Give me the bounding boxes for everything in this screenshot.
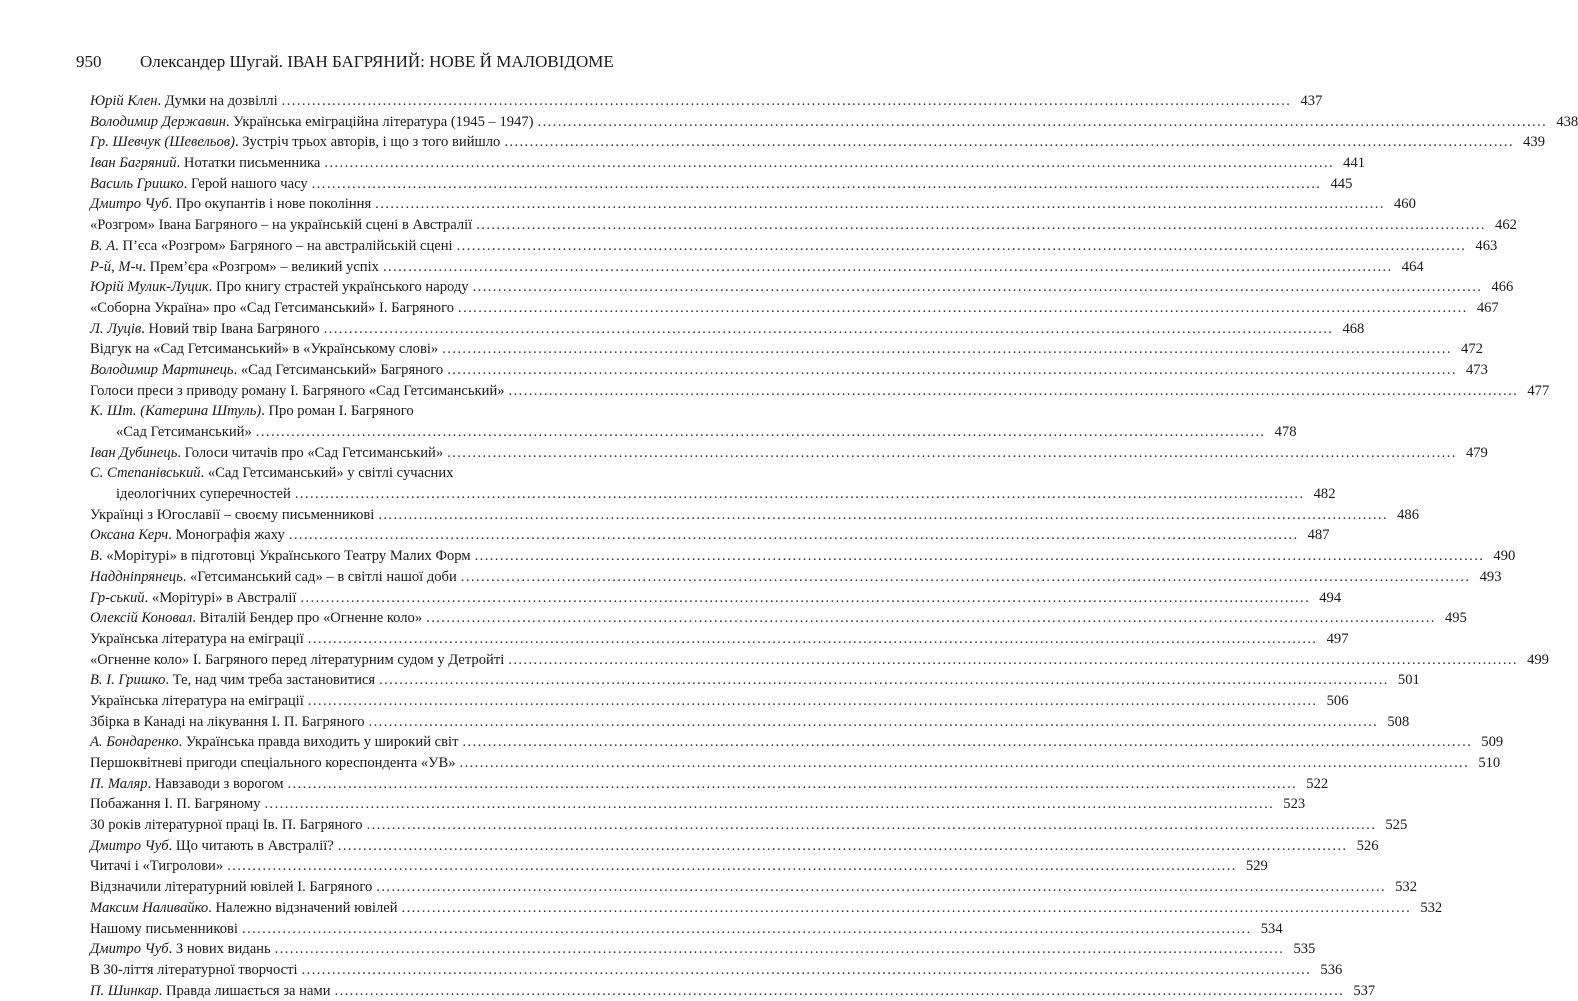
toc-entry [90,629,1349,650]
toc-entry-title: Відзначили літературний ювілей І. Багряного [90,879,373,896]
toc-entry-page: 460 [1393,196,1416,213]
toc-entry-text [90,277,469,298]
toc-entry-separator: . [261,403,269,420]
toc-entry [90,753,1501,774]
dot-leader: ........................................................................................................................................................................................................ [442,341,1452,358]
toc-entry-page: 494 [1319,589,1342,606]
toc-entry-title: 30 років літературної праці Ів. П. Багряного [90,817,363,834]
toc-entry-title: «Розгром» Івана Багряного – на українській сцені в Австралії [90,217,473,234]
toc-entry-text [90,174,308,195]
toc-entry [90,174,1353,195]
dot-leader: ........................................................................................................................................................................................................ [294,486,1305,503]
toc-entry-author: А. Бондаренко [90,734,179,751]
toc-entry-page: 509 [1481,734,1504,751]
toc-entry-title: ідеологічних суперечностей [116,486,291,503]
dot-leader: ........................................................................................................................................................................................................ [227,858,1237,875]
toc-entry-title: Побажання І. П. Багряному [90,796,261,813]
table-of-contents [90,91,1578,1001]
toc-entry-title: «Сад Гетсиманський» у світлі сучасних [207,465,454,482]
toc-entry-author: Іван Багряний [90,155,177,172]
toc-entry-text [90,236,453,257]
toc-entry [90,981,1376,1001]
toc-entry-title: Герой нашого часу [191,175,308,192]
toc-entry-separator: . [176,155,184,172]
toc-entry [90,939,1316,960]
toc-entry-text [90,401,414,422]
dot-leader: ........................................................................................................................................................................................................ [334,982,1345,999]
toc-entry [90,381,1550,402]
toc-entry-page: 536 [1320,961,1343,978]
dot-leader: ........................................................................................................................................................................................................ [375,196,1385,213]
toc-entry-page: 479 [1465,444,1488,461]
toc-entry-page: 535 [1293,941,1316,958]
toc-entry [90,670,1420,691]
toc-entry-text [90,939,271,960]
toc-entry [90,112,1578,133]
toc-entry-text [90,298,454,319]
toc-entry [90,712,1410,733]
toc-entry-separator: . [178,734,186,751]
toc-entry-title: Монографія жаху [175,527,285,544]
toc-entry-author: Василь Гришко [90,175,184,192]
toc-entry-title: Думки на дозвіллі [164,93,278,109]
toc-entry-page: 522 [1306,775,1329,792]
toc-entry-text [90,360,443,381]
toc-entry-separator: . [158,982,166,999]
dot-leader: ........................................................................................................................................................................................................ [447,361,1457,378]
toc-entry [90,298,1499,319]
toc-entry-text [90,919,238,940]
toc-entry-separator: . [115,237,123,254]
toc-entry-author: Дмитро Чуб [90,196,169,213]
toc-entry-page: 473 [1466,361,1488,378]
toc-entry-page: 464 [1401,258,1424,275]
toc-entry [90,588,1342,609]
toc-entry-separator: . [157,93,165,109]
toc-entry-page: 490 [1493,548,1516,565]
toc-entry-separator: . [200,465,208,482]
toc-entry-page: 534 [1260,920,1283,937]
toc-entry-author: Оксана Керч [90,527,169,544]
dot-leader: ........................................................................................................................................................................................................ [301,961,1312,978]
toc-entry-author: Дмитро Чуб [90,941,169,958]
toc-entry [90,794,1306,815]
running-title: Олександер Шугай. ІВАН БАГРЯНИЙ: НОВЕ Й МАЛОВІДОМЕ [140,52,614,71]
dot-leader: ........................................................................................................................................................................................................ [460,568,1471,585]
toc-entry-author: Наддніпрянець [90,568,183,585]
toc-entry-title: Новий твір Івана Багряного [148,320,320,337]
toc-entry-text [90,794,261,815]
toc-entry-title: «Сад Гетсиманський» [116,424,252,440]
toc-entry-text [90,91,278,112]
toc-entry-author: К. Шт. (Катерина Штуль) [90,403,262,420]
toc-entry [90,215,1517,236]
toc-entry-page: 532 [1395,879,1417,896]
toc-entry [90,919,1283,940]
toc-entry-title: Про книгу страстей українського народу [216,279,469,296]
dot-leader: ........................................................................................................................................................................................................ [274,941,1285,958]
toc-entry-text [90,484,291,505]
toc-entry-title: «Соборна Україна» про «Сад Гетсиманський» І. Багряного [90,299,455,316]
toc-entry-separator: . [177,444,185,461]
toc-entry-author: П. Шинкар [90,982,159,999]
toc-entry-text [90,650,504,671]
dot-leader: ........................................................................................................................................................................................................ [426,610,1436,627]
dot-leader: ........................................................................................................................................................................................................ [508,382,1519,399]
toc-entry-title: Віталій Бендер про «Огненне коло» [199,610,423,627]
toc-entry-text [90,691,304,712]
toc-entry [90,339,1483,360]
dot-leader: ........................................................................................................................................................................................................ [241,920,1252,937]
toc-entry [90,608,1467,629]
toc-entry-text [90,546,471,567]
toc-entry-text [90,877,372,898]
dot-leader: ........................................................................................................................................................................................................ [324,155,1335,172]
toc-entry-title: Відгук на «Сад Гетсиманський» в «Українському слові» [90,341,439,358]
toc-entry-author: Володимир Мартинець [90,361,234,378]
toc-entry-separator: . [182,568,191,585]
toc-entry-title: Належно відзначений ювілей [215,899,398,916]
toc-entry-page: 499 [1527,651,1549,668]
toc-entry-title: Навзаводи з ворогом [154,775,284,792]
toc-entry [90,360,1488,381]
toc-entry-separator: . [147,775,155,792]
dot-leader: ........................................................................................................................................................................................................ [307,630,1318,647]
toc-entry-separator: . [98,548,107,565]
toc-entry [90,691,1349,712]
dot-leader: ........................................................................................................................................................................................................ [508,651,1518,668]
toc-entry-page: 478 [1274,424,1297,440]
toc-entry-title: Нашому письменникові [90,920,238,937]
toc-entry [90,856,1268,877]
dot-leader: ........................................................................................................................................................................................................ [288,527,1299,544]
toc-entry [90,525,1330,546]
dot-leader: ........................................................................................................................................................................................................ [378,506,1389,523]
toc-entry-text [90,525,285,546]
toc-entry-author: Володимир Державин [90,113,226,130]
toc-entry-separator: . [168,941,176,958]
toc-entry [90,257,1424,278]
toc-entry [90,132,1546,153]
toc-entry-page: 510 [1478,755,1501,771]
toc-entry-page: 439 [1523,134,1546,151]
dot-leader: ........................................................................................................................................................................................................ [458,299,1468,316]
toc-entry-title: Українська правда виходить у широкий світ [185,734,459,751]
toc-entry-text [90,505,374,526]
toc-entry-author: Р-й, М-ч [90,258,143,275]
dot-leader: ........................................................................................................................................................................................................ [382,258,1393,275]
toc-entry-text [90,856,223,877]
dot-leader: ........................................................................................................................................................................................................ [337,837,1348,854]
toc-entry-page: 466 [1491,279,1514,296]
toc-entry-title: Прем’єра «Розгром» – великий успіх [149,258,379,275]
toc-entry [90,236,1498,257]
toc-entry-title: З нових видань [175,941,271,958]
toc-entry-text [90,194,371,215]
toc-entry-author: В. А [90,237,116,254]
toc-entry-title: Українська література на еміграції [90,692,304,709]
dot-leader: ........................................................................................................................................................................................................ [447,444,1457,461]
dot-leader: ........................................................................................................................................................................................................ [474,548,1485,565]
toc-entry-page: 477 [1527,382,1550,399]
toc-entry [90,567,1502,588]
toc-entry-author: Л. Луців [90,320,142,337]
toc-entry-text [90,112,534,133]
toc-entry-separator: . [168,196,176,213]
toc-entry-title: Нотатки письменника [183,155,321,172]
toc-entry-author: Юрій Мулик-Луцик [90,279,209,296]
toc-entry-author: П. Маляр [90,775,148,792]
toc-entry-text [90,712,365,733]
toc-entry-author: Гр-ський [90,589,145,606]
toc-entry [90,836,1379,857]
toc-entry-title: Те, над чим треба застановитися [172,672,376,689]
toc-entry-text [90,339,438,360]
toc-entry-title: Про окупантів і нове покоління [175,196,372,213]
toc-entry-text [90,443,443,464]
toc-entry [90,960,1343,981]
dot-leader: ........................................................................................................................................................................................................ [311,175,1322,192]
toc-entry-page: 497 [1326,630,1349,647]
toc-entry-title: Зустріч трьох авторів, і що з того вийшло [242,134,501,151]
toc-entry-page: 537 [1353,982,1376,999]
toc-entry-page: 506 [1326,692,1349,709]
toc-entry-separator: . [165,672,173,689]
toc-entry-page: 463 [1475,237,1498,254]
toc-entry-separator: . [233,361,241,378]
toc-entry-text [90,898,398,919]
dot-leader: ........................................................................................................................................................................................................ [476,217,1486,234]
toc-entry [90,898,1443,919]
toc-entry [90,546,1516,567]
toc-entry [90,815,1408,836]
toc-entry-page: 445 [1330,175,1353,192]
toc-entry [90,650,1549,671]
toc-entry-title: Українці з Югославії – своєму письменникові [90,506,375,523]
toc-entry [90,463,622,484]
dot-leader: ........................................................................................................................................................................................................ [368,713,1379,730]
toc-entry [90,505,1420,526]
toc-entry-page: 472 [1461,341,1483,358]
toc-entry-title: Що читають в Австралії? [175,837,334,854]
toc-entry-text [90,670,375,691]
toc-entry [90,401,622,422]
dot-leader: ........................................................................................................................................................................................................ [537,113,1548,130]
toc-entry [90,443,1488,464]
toc-entry-title: «Морітурі» в Австралії [151,589,297,606]
toc-entry-text [90,960,298,981]
dot-leader: ........................................................................................................................................................................................................ [376,879,1386,896]
toc-entry-title: Українська література на еміграції [90,630,304,647]
toc-entry-author: В [90,548,99,565]
dot-leader: ........................................................................................................................................................................................................ [366,817,1377,834]
toc-entry-separator: . [183,175,192,192]
toc-entry-separator: . [142,258,150,275]
toc-entry-page: 526 [1356,837,1379,854]
toc-entry-page: 438 [1556,113,1578,130]
toc-entry-separator: . [208,899,216,916]
running-header [76,52,676,74]
toc-entry-separator: . [234,134,243,151]
toc-entry-page: 467 [1476,299,1499,316]
toc-entry-text [90,257,379,278]
toc-entry-separator: . [144,589,152,606]
toc-entry-text [90,981,331,1001]
toc-entry-title: Збірка в Канаді на лікування І. П. Багряного [90,713,365,730]
dot-leader: ........................................................................................................................................................................................................ [300,589,1311,606]
toc-entry-separator: . [225,113,234,130]
toc-entry-page: 468 [1342,320,1365,337]
toc-entry-author: С. Степанівський [90,465,201,482]
toc-entry-text [90,215,472,236]
dot-leader: ........................................................................................................................................................................................................ [281,93,1292,109]
toc-entry-page: 529 [1245,858,1268,875]
toc-entry-title: Про роман І. Багряного [268,403,414,420]
toc-entry-separator: . [168,527,176,544]
dot-leader: ........................................................................................................................................................................................................ [459,755,1470,771]
toc-entry-title: «Морітурі» в підготовці Українського Театру Малих Форм [106,548,471,565]
toc-entry-text [90,753,456,774]
toc-entry-separator: . [168,837,176,854]
toc-entry-text [90,153,320,174]
toc-entry [90,732,1504,753]
toc-entry-page: 525 [1385,817,1408,834]
dot-leader: ........................................................................................................................................................................................................ [255,424,1266,440]
toc-entry-title: Голоси преси з приводу роману І. Багряного «Сад Гетсиманський» [90,382,505,399]
toc-entry [90,91,1323,112]
toc-entry [90,319,1365,340]
toc-entry-text [90,629,304,650]
toc-entry-page: 482 [1313,486,1336,503]
toc-entry-page: 437 [1300,93,1323,109]
toc-entry-page: 532 [1420,899,1443,916]
toc-entry-title: Правда лишається за нами [165,982,331,999]
toc-entry-author: Дмитро Чуб [90,837,169,854]
dot-leader: ........................................................................................................................................................................................................ [462,734,1473,751]
toc-entry-text [90,567,457,588]
toc-entry-author: Юрій Клен [90,93,158,109]
page-number: 950 [76,52,102,71]
toc-entry-page: 441 [1343,155,1366,172]
toc-entry-title: Українська еміграційна література (1945 – 1947) [233,113,534,130]
dot-leader: ........................................................................................................................................................................................................ [307,692,1318,709]
toc-entry-text [90,132,500,153]
dot-leader: ........................................................................................................................................................................................................ [472,279,1483,296]
toc-entry-text [90,836,334,857]
toc-entry-text [90,319,320,340]
dot-leader: ........................................................................................................................................................................................................ [287,775,1298,792]
toc-entry-page: 508 [1387,713,1410,730]
toc-entry-page: 501 [1397,672,1420,689]
toc-entry-text [90,381,505,402]
toc-entry-title: «Огненне коло» І. Багряного перед літературним судом у Детройті [90,651,505,668]
toc-entry-text [90,463,453,484]
toc-entry [90,277,1514,298]
toc-entry-title: Першоквітневі пригоди спеціального кореспондента «УВ» [90,755,456,771]
toc-entry [90,194,1416,215]
toc-entry-author: Іван Дубинець [90,444,178,461]
toc-entry [90,422,1297,443]
toc-entry-title: Голоси читачів про «Сад Гетсиманський» [184,444,444,461]
toc-entry-title: П’єса «Розгром» Багряного – на австралійській сцені [122,237,453,254]
toc-entry-title: «Гетсиманський сад» – в світлі нашої доби [190,568,457,585]
toc-entry-author: Максим Наливайко [90,899,209,916]
toc-entry-separator: . [141,320,149,337]
toc-entry-text [90,815,363,836]
dot-leader: ........................................................................................................................................................................................................ [323,320,1334,337]
toc-entry-text [90,588,296,609]
toc-entry-title: «Сад Гетсиманський» Багряного [240,361,444,378]
dot-leader: ........................................................................................................................................................................................................ [456,237,1467,254]
toc-entry-page: 487 [1307,527,1330,544]
toc-entry-page: 493 [1479,568,1502,585]
toc-entry-text [90,732,458,753]
dot-leader: ........................................................................................................................................................................................................ [264,796,1275,813]
toc-entry-text [90,422,252,443]
toc-entry-page: 495 [1444,610,1467,627]
dot-leader: ........................................................................................................................................................................................................ [504,134,1515,151]
toc-entry-separator: . [208,279,217,296]
toc-entry-text [90,608,422,629]
toc-entry-page: 486 [1397,506,1420,523]
toc-entry-page: 462 [1495,217,1517,234]
toc-entry-author: Гр. Шевчук (Шевельов) [90,134,235,151]
toc-entry [90,484,1336,505]
toc-entry [90,774,1329,795]
toc-entry-title: В 30-ліття літературної творчості [90,961,298,978]
toc-entry-separator: . [192,610,200,627]
toc-entry [90,877,1417,898]
toc-entry [90,153,1366,174]
dot-leader: ........................................................................................................................................................................................................ [401,899,1412,916]
toc-entry-text [90,774,284,795]
dot-leader: ........................................................................................................................................................................................................ [379,672,1389,689]
toc-entry-author: В. І. Гришко [90,672,166,689]
toc-entry-author: Олексій Коновал [90,610,193,627]
toc-entry-page: 523 [1283,796,1306,813]
toc-entry-title: Читачі і «Тигролови» [90,858,224,875]
